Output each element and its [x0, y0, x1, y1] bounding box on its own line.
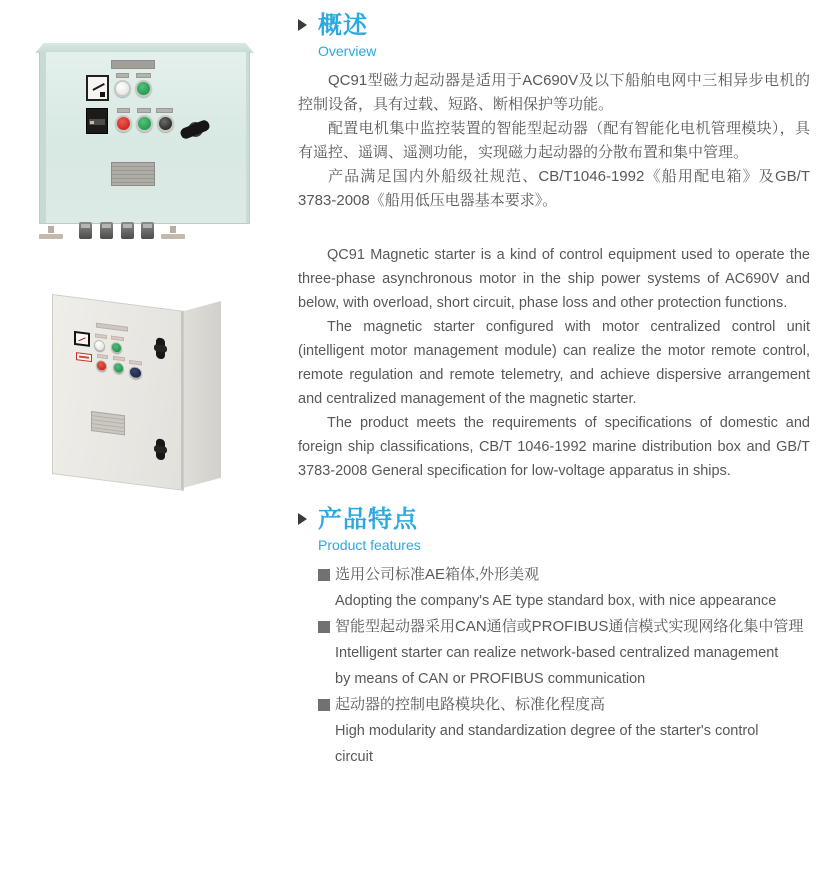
overview-paragraph-zh: QC91型磁力起动器是适用于AC690V及以下船舶电网中三相异步电机的控制设备，具有过载、短路、断相保护等功能。: [298, 72, 810, 113]
features-header: [298, 506, 810, 554]
reset-pushbutton: [129, 366, 142, 380]
overview-paragraph-zh: 产品满足国内外船级社规范、CB/T1046-1992《船用配电箱》及GB/T 3783-2008《船用低压电器基本要求》。: [298, 168, 810, 209]
cable-gland: [79, 222, 92, 239]
white-indicator-lamp: [94, 339, 105, 351]
lamp-label: [116, 73, 129, 78]
box-front-door: [39, 52, 250, 224]
protection-relay-module: [86, 108, 108, 134]
button-label: [113, 356, 125, 362]
white-indicator-lamp: [114, 80, 131, 97]
stop-pushbutton: [96, 360, 107, 372]
feature-text-en: Intelligent starter can realize network-based centralized management by means of CAN or PROFIBUS communication: [335, 645, 779, 687]
overview-paragraphs-en: [298, 243, 810, 483]
ammeter-dial-mark: [100, 92, 105, 97]
mounting-bracket: [39, 226, 63, 239]
door-latch: [156, 337, 165, 359]
section-overview: [298, 12, 810, 483]
content-column: [298, 12, 810, 770]
lamp-label: [111, 336, 124, 342]
features-title-zh: 产品特点: [318, 506, 418, 533]
ammeter-needle: [78, 337, 85, 341]
feature-bullet-icon: [318, 621, 330, 633]
feature-text-zh: 起动器的控制电路模块化、标准化程度高: [335, 696, 606, 713]
overview-title-en: Overview: [318, 43, 377, 59]
rating-nameplate: [111, 162, 155, 186]
lamp-label: [95, 334, 107, 340]
ammeter-gauge: [74, 331, 90, 347]
feature-text-en: Adopting the company's AE type standard box, with nice appearance: [335, 593, 777, 609]
mounting-bracket: [161, 226, 185, 239]
feature-bullet-icon: [318, 569, 330, 581]
feature-text-en: High modularity and standardization degree of the starter's control circuit: [335, 723, 759, 765]
relay-led: [90, 121, 94, 124]
green-indicator-lamp: [135, 80, 152, 97]
start-pushbutton: [113, 362, 124, 374]
overview-paragraph-zh: 配置电机集中监控装置的智能型起动器（配有智能化电机管理模块），具有遥控、遥调、遥测功能，实现磁力起动器的分散布置和集中管理。: [298, 120, 810, 161]
section-arrow-icon: [298, 19, 307, 31]
cable-gland: [121, 222, 134, 239]
cable-gland: [141, 222, 154, 239]
start-pushbutton: [136, 115, 153, 132]
cable-gland: [100, 222, 113, 239]
feature-list: [298, 562, 810, 770]
overview-header: [298, 12, 810, 60]
overview-paragraph-en: The magnetic starter configured with motor centralized control unit (intelligent motor management module) can realize the motor remote control, remote regulation and remote telemetry, and achieve dispersive arrangement and centralized management of the magnetic starter.: [298, 319, 810, 407]
feature-text-zh: 智能型起动器采用CAN通信或PROFIBUS通信模式实现网络化集中管理: [335, 618, 804, 635]
box-front-door: [52, 294, 184, 491]
door-latch: [156, 438, 165, 460]
overview-paragraph-en: QC91 Magnetic starter is a kind of control equipment used to operate the three-phase asynchronous motor in the ship power systems of AC690V and below, with overload, short circuit, phase loss and other protection functions.: [298, 247, 810, 311]
ammeter-gauge: [86, 75, 109, 101]
button-label: [97, 354, 108, 359]
rating-nameplate: [91, 411, 125, 435]
overview-paragraph-en: The product meets the requirements of specifications of domestic and foreign ship classifications, CB/T 1046-1992 marine distribution box and GB/T 3783-2008 General specification for low-voltage apparatus in ships.: [298, 415, 810, 479]
feature-item: [318, 692, 810, 770]
box-title-nameplate: [96, 323, 128, 332]
green-indicator-lamp: [111, 342, 122, 354]
stop-pushbutton: [115, 115, 132, 132]
overview-title-zh: 概述: [318, 12, 368, 39]
button-label: [117, 108, 130, 113]
box-side-panel: [183, 301, 221, 488]
button-label: [137, 108, 151, 113]
section-product-features: [298, 506, 810, 770]
feature-text-zh: 选用公司标准AE箱体,外形美观: [335, 566, 540, 583]
lamp-label: [136, 73, 151, 78]
reset-pushbutton: [157, 115, 174, 132]
feature-item: [318, 614, 810, 692]
product-photo-perspective-view: [35, 272, 250, 487]
features-title-en: Product features: [318, 537, 421, 553]
box-title-nameplate: [111, 60, 155, 69]
ammeter-needle: [92, 83, 104, 90]
overview-paragraphs-zh: [298, 69, 810, 213]
section-arrow-icon: [298, 513, 307, 525]
button-label: [129, 360, 142, 366]
product-photo-front-view: [33, 30, 261, 252]
feature-item: [318, 562, 810, 614]
warning-label: [76, 352, 92, 362]
feature-bullet-icon: [318, 699, 330, 711]
button-label: [156, 108, 173, 113]
